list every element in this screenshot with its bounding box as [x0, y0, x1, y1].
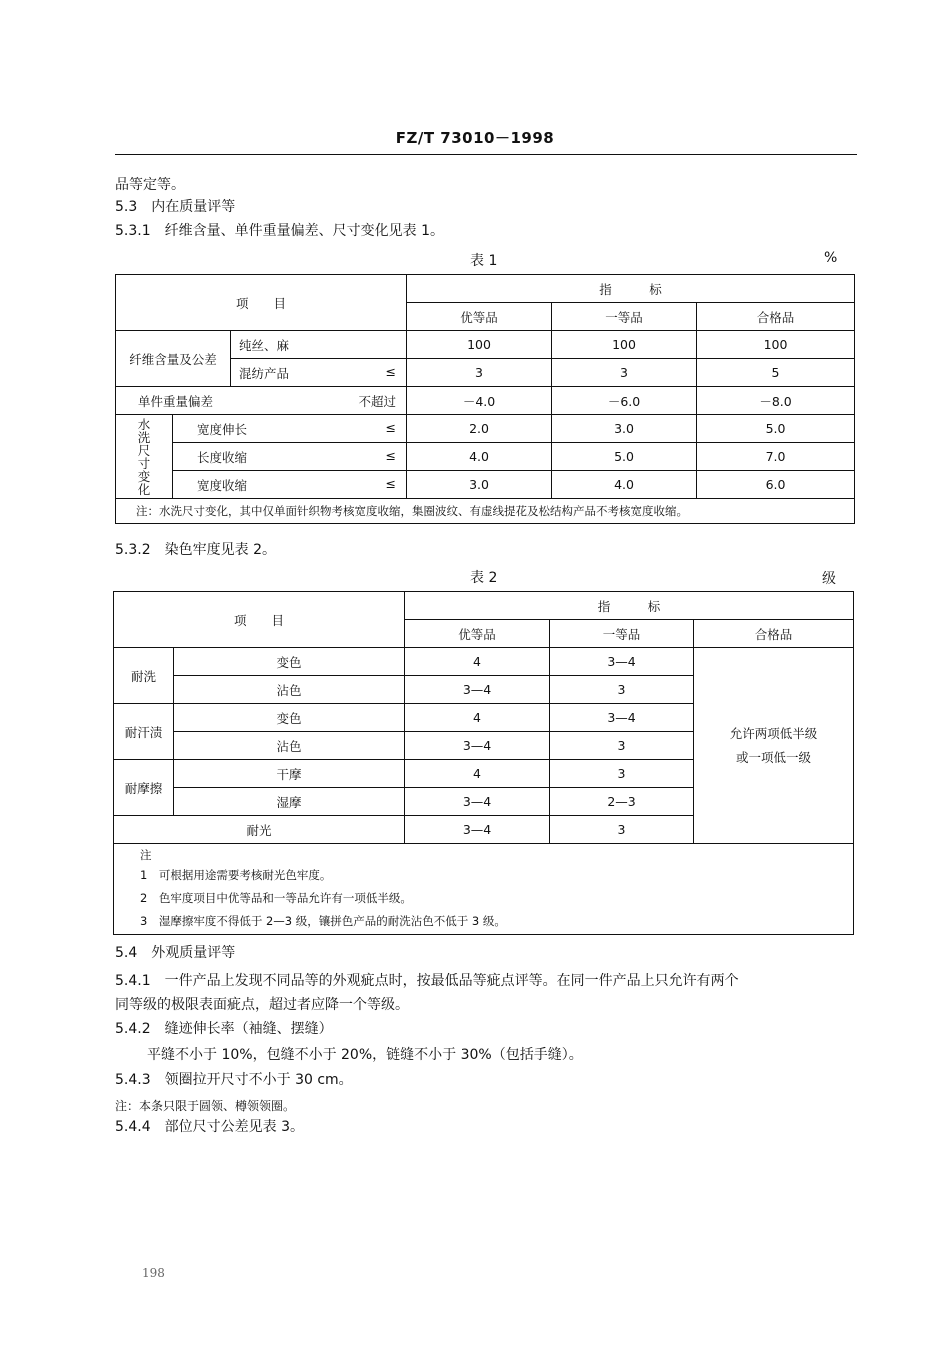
table1-item-header: 项 目 [116, 275, 407, 331]
table1-unit: % [824, 250, 838, 266]
table1-grade-superior: 优等品 [407, 303, 552, 331]
width-shrink-cell [173, 471, 407, 499]
rub-wet-superior: 3—4 [405, 788, 550, 816]
rub-wet-first: 2—3 [550, 788, 694, 816]
length-shrink-value: 5.0 [552, 443, 697, 471]
paragraph-continuation: 品等定等。 [115, 177, 185, 193]
width-stretch-value: 2.0 [407, 415, 552, 443]
section-5-4-3-note: 注：本条只限于圆领、樽领领圈。 [115, 1099, 296, 1113]
section-5-4-1-line2: 同等级的极限表面疵点，超过者应降一个等级。 [115, 997, 409, 1013]
wash-size-change-label [116, 415, 173, 499]
table2-grade-qualified: 合格品 [694, 620, 854, 648]
width-stretch-value: 5.0 [697, 415, 855, 443]
qualified-rule-line1: 允许两项低半级 [729, 725, 818, 741]
light-first: 3 [550, 816, 694, 844]
dry-rub-label: 干摩 [174, 760, 405, 788]
wet-rub-label: 湿摩 [174, 788, 405, 816]
sweat-change-superior: 4 [405, 704, 550, 732]
width-shrink-value: 3.0 [407, 471, 552, 499]
blend-label: 混纺产品 [239, 365, 290, 381]
wash-label-char: 变 [137, 468, 151, 484]
wash-label-char: 尺 [137, 442, 151, 458]
wash-change-first: 3—4 [550, 648, 694, 676]
section-5-4-3: 5.4.3 领圈拉开尺寸不小于 30 cm。 [115, 1072, 353, 1088]
table2-grade-superior: 优等品 [405, 620, 550, 648]
table2-index-header: 指 标 [405, 592, 854, 620]
qualified-rule-line2: 或一项低一级 [736, 749, 812, 765]
table-1 [115, 274, 855, 524]
fiber-content-label: 纤维含量及公差 [116, 331, 231, 387]
table2-note-title: 注 [140, 848, 152, 862]
table1-note: 注：水洗尺寸变化，其中仅单面针织物考核宽度收缩，集圈波纹、有虚线提花及松结构产品不考核宽度收缩。 [116, 499, 855, 524]
pure-label: 纯丝、麻 [231, 331, 407, 359]
wash-stain-first: 3 [550, 676, 694, 704]
le-symbol: ≤ [385, 363, 397, 379]
section-5-4-2: 5.4.2 缝迹伸长率（袖缝、摆缝） [115, 1021, 333, 1037]
table2-item-header: 项 目 [114, 592, 405, 648]
length-shrink-label: 长度收缩 [197, 449, 248, 465]
stain-label: 沾色 [174, 676, 405, 704]
rub-dry-first: 3 [550, 760, 694, 788]
wash-label-char: 化 [137, 481, 151, 497]
table2-note-item: 2 色牢度项目中优等品和一等品允许有一项低半级。 [140, 891, 412, 905]
wash-fastness-label: 耐洗 [114, 648, 174, 704]
table1-grade-qualified: 合格品 [697, 303, 855, 331]
wash-stain-superior: 3—4 [405, 676, 550, 704]
blend-value: 3 [552, 359, 697, 387]
length-shrink-value: 4.0 [407, 443, 552, 471]
change-label: 变色 [174, 704, 405, 732]
section-5-4-4: 5.4.4 部位尺寸公差见表 3。 [115, 1119, 304, 1135]
sweat-fastness-label: 耐汗渍 [114, 704, 174, 760]
width-shrink-value: 4.0 [552, 471, 697, 499]
table2-note-item: 3 湿摩擦牢度不得低于 2—3 级，镶拼色产品的耐洗沾色不低于 3 级。 [140, 914, 506, 928]
blend-value: 5 [697, 359, 855, 387]
blend-value: 3 [407, 359, 552, 387]
stain-label: 沾色 [174, 732, 405, 760]
qualified-grade-rule [694, 648, 854, 844]
page-number: 198 [142, 1266, 165, 1280]
wash-label-char: 水 [137, 416, 151, 432]
section-5-3-heading: 5.3 内在质量评等 [115, 199, 236, 215]
table2-grade-first: 一等品 [550, 620, 694, 648]
width-shrink-value: 6.0 [697, 471, 855, 499]
table1-caption: 表 1 [470, 253, 498, 269]
table2-caption: 表 2 [470, 570, 498, 586]
sweat-stain-first: 3 [550, 732, 694, 760]
document-header: FZ/T 73010－1998 [395, 129, 555, 147]
section-5-4-heading: 5.4 外观质量评等 [115, 945, 236, 961]
rub-dry-superior: 4 [405, 760, 550, 788]
rub-fastness-label: 耐摩擦 [114, 760, 174, 816]
weight-value: －4.0 [407, 387, 552, 415]
table-2 [113, 591, 854, 935]
weight-label: 单件重量偏差 [138, 393, 214, 409]
table1-grade-first: 一等品 [552, 303, 697, 331]
table2-unit: 级 [822, 571, 836, 587]
header-rule [115, 154, 857, 155]
section-5-3-1: 5.3.1 纤维含量、单件重量偏差、尺寸变化见表 1。 [115, 223, 444, 239]
width-shrink-label: 宽度收缩 [197, 477, 248, 493]
le-symbol: ≤ [385, 475, 397, 491]
light-fastness-label: 耐光 [114, 816, 405, 844]
table1-index-header: 指 标 [407, 275, 855, 303]
length-shrink-value: 7.0 [697, 443, 855, 471]
change-label: 变色 [174, 648, 405, 676]
length-shrink-cell [173, 443, 407, 471]
le-symbol: ≤ [385, 447, 397, 463]
wash-change-superior: 4 [405, 648, 550, 676]
le-symbol: ≤ [385, 419, 397, 435]
weight-cell [116, 387, 407, 415]
width-stretch-label: 宽度伸长 [197, 421, 248, 437]
sweat-change-first: 3—4 [550, 704, 694, 732]
section-5-3-2: 5.3.2 染色牢度见表 2。 [115, 542, 276, 558]
weight-value: －6.0 [552, 387, 697, 415]
wash-label-char: 寸 [137, 455, 151, 471]
pure-value: 100 [407, 331, 552, 359]
section-5-4-2-body: 平缝不小于 10%，包缝不小于 20%，链缝不小于 30%（包括手缝）。 [147, 1047, 583, 1063]
blend-cell [231, 359, 407, 387]
table2-notes [114, 844, 854, 935]
table2-note-item: 1 可根据用途需要考核耐光色牢度。 [140, 868, 332, 882]
wash-label-char: 洗 [137, 429, 151, 445]
pure-value: 100 [552, 331, 697, 359]
width-stretch-value: 3.0 [552, 415, 697, 443]
section-5-4-1-line1: 5.4.1 一件产品上发现不同品等的外观疵点时，按最低品等疵点评等。在同一件产品上只允许有两个 [115, 973, 739, 989]
sweat-stain-superior: 3—4 [405, 732, 550, 760]
light-superior: 3—4 [405, 816, 550, 844]
weight-limit: 不超过 [358, 393, 397, 409]
weight-value: －8.0 [697, 387, 855, 415]
pure-value: 100 [697, 331, 855, 359]
width-stretch-cell [173, 415, 407, 443]
